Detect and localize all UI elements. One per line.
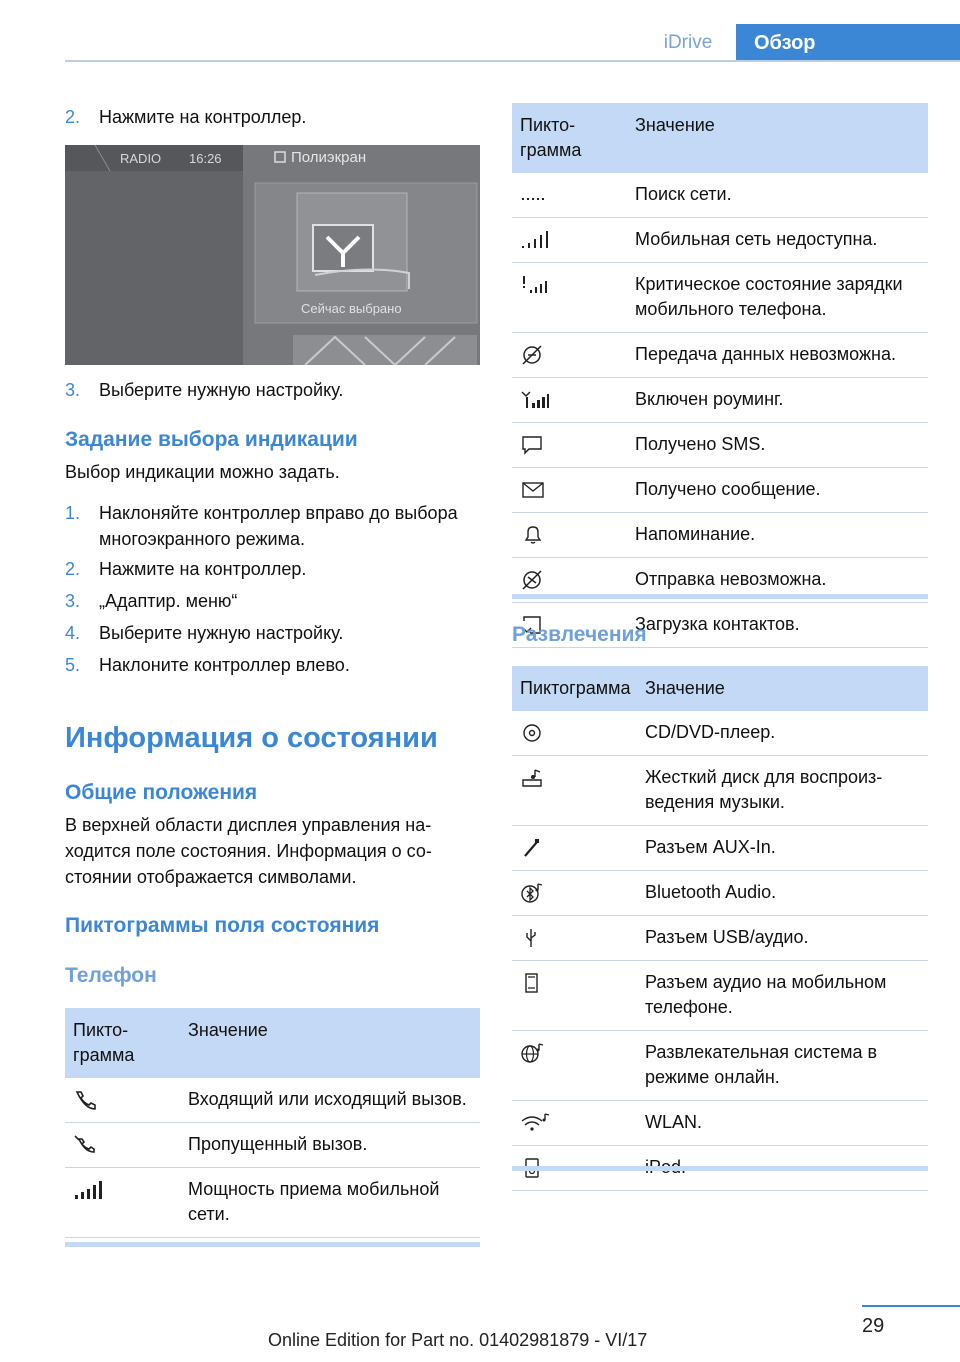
table-row — [512, 916, 928, 961]
heading-phone: Телефон — [65, 964, 157, 987]
column-header-meaning: Значение — [180, 1008, 480, 1078]
step-text: Наклоните контроллер влево. — [99, 655, 350, 675]
no-network-icon — [520, 229, 550, 251]
sms-icon — [520, 434, 546, 456]
column-header-icon: Пиктограмма — [512, 103, 627, 173]
row-meaning: Включен роуминг. — [627, 378, 928, 423]
table-row — [512, 218, 928, 263]
header-chapter-tab: Обзор — [736, 24, 960, 62]
heading-status-icons: Пиктограммы поля состояния — [65, 914, 380, 937]
step-number: 4. — [65, 623, 81, 643]
step-text: „Адаптир. меню“ — [99, 591, 238, 611]
screen-radio-label: RADIO — [120, 151, 162, 166]
step-text: Выберите нужную настройку. — [99, 623, 344, 643]
heading-entertainment: Развлечения — [512, 623, 647, 646]
table-header-row — [65, 1008, 480, 1078]
table-row — [512, 263, 928, 333]
row-meaning: CD/DVD-плеер. — [637, 711, 928, 756]
row-meaning: Напоминание. — [627, 513, 928, 558]
entertainment-icons-table — [512, 666, 928, 1191]
table-row — [65, 1168, 480, 1238]
table-row — [512, 423, 928, 468]
row-meaning: Пропущенный вызов. — [180, 1123, 480, 1168]
row-meaning: Поиск сети. — [627, 173, 928, 218]
table-row — [65, 1123, 480, 1168]
cd-dvd-icon — [520, 722, 546, 744]
table-row — [512, 1031, 928, 1101]
row-meaning: Разъем USB/аудио. — [637, 916, 928, 961]
signal-strength-icon — [73, 1179, 103, 1201]
roaming-icon — [520, 389, 550, 411]
row-meaning: WLAN. — [637, 1101, 928, 1146]
wlan-icon — [520, 1112, 550, 1134]
row-meaning: Входящий или исходящий вызов. — [180, 1078, 480, 1123]
mobile-audio-icon — [520, 972, 546, 994]
footer-rule — [862, 1305, 960, 1307]
row-meaning: Критическое состояние зарядки мобильного телефона. — [627, 263, 928, 333]
table-header-row — [512, 103, 928, 173]
table-row — [512, 961, 928, 1031]
row-meaning: Отправка невозможна. — [627, 558, 928, 603]
row-meaning: Разъем аудио на мобильном телефоне. — [637, 961, 928, 1031]
hard-disk-icon — [520, 767, 546, 789]
heading-general: Общие положения — [65, 781, 258, 804]
heading-status-information: Информация о состоянии — [65, 722, 438, 754]
message-icon — [520, 479, 546, 501]
table-row — [512, 173, 928, 218]
table-end-rule — [512, 594, 928, 599]
bluetooth-audio-icon — [520, 882, 546, 904]
table-end-rule — [512, 1166, 928, 1171]
row-meaning: Разъем AUX-In. — [637, 826, 928, 871]
row-meaning: Получено сообщение. — [627, 468, 928, 513]
step-text: Выберите нужную настройку. — [99, 380, 344, 400]
table-header-row — [512, 666, 928, 711]
table-row — [512, 826, 928, 871]
network-search-icon — [520, 184, 550, 204]
row-meaning: Жесткий диск для воспроизведения музыки. — [637, 756, 928, 826]
step-text: Нажмите на контроллер. — [99, 559, 307, 579]
row-meaning: Мощность приема мобильной сети. — [180, 1168, 480, 1238]
screen-selected-label: Сейчас выбрано — [301, 301, 402, 316]
row-meaning: Мобильная сеть недоступна. — [627, 218, 928, 263]
page-number: 29 — [862, 1315, 885, 1337]
column-header-meaning: Значение — [627, 103, 928, 173]
reminder-icon — [520, 524, 546, 546]
paragraph-display-selection: Выбор индикации можно задать. — [65, 462, 340, 482]
table-row — [512, 513, 928, 558]
table-row — [65, 1078, 480, 1123]
screen-time-label: 16:26 — [189, 151, 222, 166]
row-meaning: Развлекательная система в режиме онлайн. — [637, 1031, 928, 1101]
table-row — [512, 756, 928, 826]
phone-status-icons-table — [512, 103, 928, 648]
usb-audio-icon — [520, 927, 546, 949]
step-number: 3. — [65, 380, 81, 400]
aux-in-icon — [520, 837, 546, 859]
screen-split-label: Полиэкран — [291, 149, 367, 166]
edition-note: Online Edition for Part no. 01402981879 - VI/17 — [268, 1330, 648, 1350]
table-end-rule — [65, 1242, 480, 1247]
header-rule — [65, 60, 960, 62]
column-header-icon: Пиктограмма — [512, 666, 637, 711]
table-row — [512, 333, 928, 378]
send-failed-icon — [520, 569, 546, 591]
step-number: 2. — [65, 559, 81, 579]
row-meaning: Загрузка контактов. — [627, 603, 928, 648]
row-meaning: Получено SMS. — [627, 423, 928, 468]
table-row — [512, 711, 928, 756]
column-header-meaning: Значение — [637, 666, 928, 711]
step-number: 1. — [65, 503, 81, 523]
step-number: 3. — [65, 591, 81, 611]
idrive-screen-photo — [65, 145, 480, 365]
low-battery-icon — [520, 274, 550, 296]
paragraph-general: В верхней области дисплея управления находится поле состояния. Информация о состоянии отображается символами. — [65, 815, 432, 887]
step-number: 2. — [65, 107, 81, 127]
online-entertainment-icon — [520, 1042, 546, 1064]
missed-call-icon — [73, 1134, 99, 1156]
row-meaning: Передача данных невозможна. — [627, 333, 928, 378]
step-text: Нажмите на контроллер. — [99, 107, 307, 127]
table-row — [512, 378, 928, 423]
phone-icons-table — [65, 1008, 480, 1238]
no-data-icon — [520, 344, 546, 366]
phone-call-icon — [73, 1089, 99, 1111]
step-number: 5. — [65, 655, 81, 675]
screen-illustration — [65, 145, 480, 365]
table-row — [512, 871, 928, 916]
step-text: Наклоняйте контроллер вправо до выбора многоэкранного режима. — [99, 503, 458, 549]
header-section-label: iDrive — [663, 32, 713, 53]
table-row — [512, 1101, 928, 1146]
table-row — [512, 468, 928, 513]
row-meaning: Bluetooth Audio. — [637, 871, 928, 916]
column-header-icon: Пиктограмма — [65, 1008, 180, 1078]
heading-display-selection: Задание выбора индикации — [65, 428, 358, 451]
